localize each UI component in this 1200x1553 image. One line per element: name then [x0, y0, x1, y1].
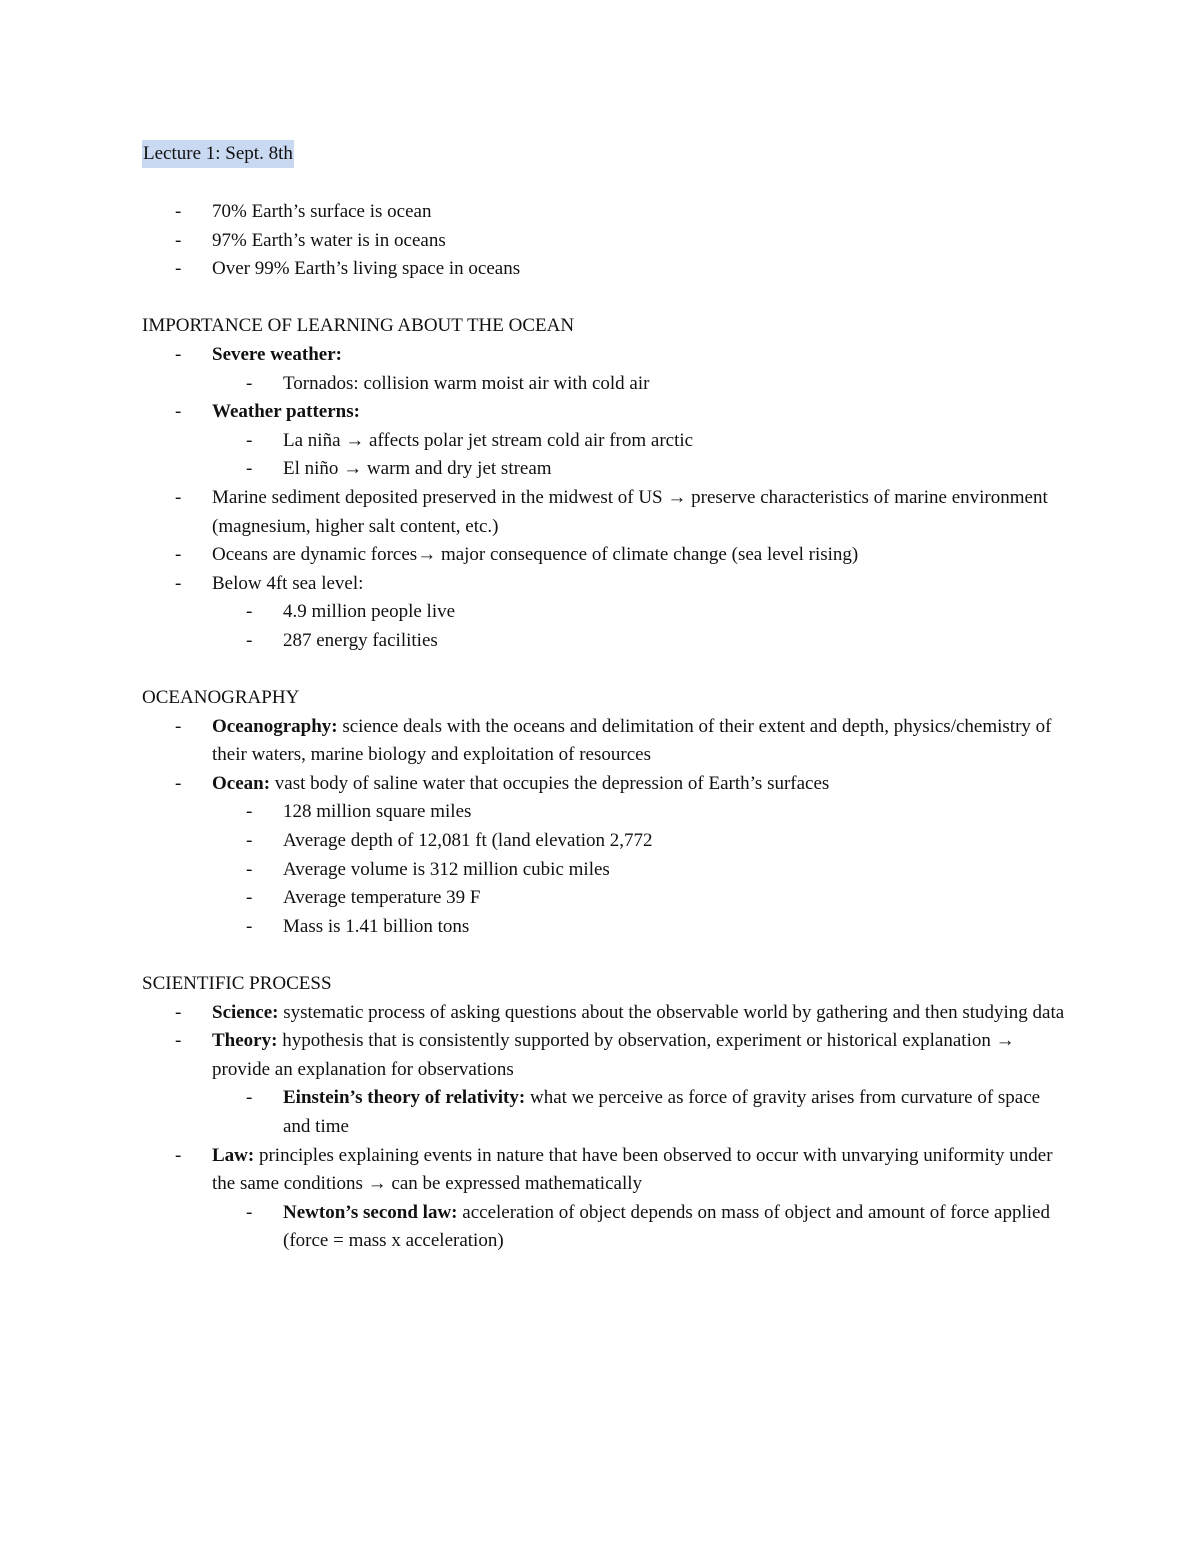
bullet-dash: -: [175, 343, 182, 365]
term-label: Einstein’s theory of relativity:: [283, 1087, 526, 1109]
term-label: Ocean:: [212, 772, 271, 794]
bullet-dash: -: [246, 372, 253, 394]
bullet-dash: -: [246, 858, 253, 880]
list-item: [142, 770, 1072, 799]
section-list: [142, 999, 1072, 1256]
section-heading: OCEANOGRAPHY: [142, 687, 300, 709]
bullet-dash: -: [175, 401, 182, 423]
list-item: [142, 713, 1072, 770]
intro-item: - 97% Earth’s water is in oceans: [142, 227, 1072, 256]
term-label: Law:: [212, 1144, 255, 1166]
item-text: 128 million square miles: [283, 801, 472, 823]
sub-list-item: [142, 884, 1072, 913]
item-text: La niña → affects polar jet stream cold air from arctic: [283, 429, 694, 451]
item-text: Average temperature 39 F: [283, 887, 481, 909]
sub-list-item: [142, 455, 1072, 484]
bullet-dash: -: [246, 458, 253, 480]
section-heading: SCIENTIFIC PROCESS: [142, 973, 332, 995]
sub-list-item: [142, 798, 1072, 827]
sub-list-item: [142, 913, 1072, 942]
sub-list-item: [142, 1084, 1072, 1141]
bullet-dash: -: [175, 715, 182, 737]
list-item: [142, 1027, 1072, 1084]
sub-list-item: [142, 427, 1072, 456]
item-text: vast body of saline water that occupies the depression of Earth’s surfaces: [270, 772, 830, 794]
item-text: Mass is 1.41 billion tons: [283, 915, 470, 937]
bullet-dash: -: [246, 601, 253, 623]
sub-list-item: [142, 827, 1072, 856]
section-list: [142, 341, 1072, 656]
bullet-dash: -: [175, 486, 182, 508]
bullet-dash: -: [246, 629, 253, 651]
list-item: [142, 999, 1072, 1028]
item-text: 287 energy facilities: [283, 629, 438, 651]
item-text: Tornados: collision warm moist air with cold air: [283, 372, 650, 394]
bullet-dash: -: [175, 258, 182, 280]
item-text: Marine sediment deposited preserved in the midwest of US → preserve characteristics of marine environment (magnesium, higher salt content, etc.): [212, 486, 1048, 537]
list-item: [142, 1142, 1072, 1199]
sub-list-item: [142, 856, 1072, 885]
item-text: Average volume is 312 million cubic miles: [283, 858, 610, 880]
intro-item: - 70% Earth’s surface is ocean: [142, 198, 1072, 227]
bullet-dash: -: [246, 429, 253, 451]
term-label: Weather patterns:: [212, 401, 360, 423]
sub-list-item: [142, 598, 1072, 627]
title-line: [142, 140, 1072, 168]
term-label: Theory:: [212, 1030, 278, 1052]
sub-list-item: [142, 627, 1072, 656]
bullet-dash: -: [175, 201, 182, 222]
lecture-title: Lecture 1: Sept. 8th: [142, 140, 294, 168]
item-text: El niño → warm and dry jet stream: [283, 458, 552, 480]
bullet-dash: -: [246, 830, 253, 852]
bullet-dash: -: [175, 544, 182, 566]
bullet-dash: -: [175, 572, 182, 594]
item-text: systematic process of asking questions about the observable world by gathering and then studying data: [278, 1001, 1065, 1023]
term-label: Newton’s second law:: [283, 1201, 458, 1223]
section: [142, 970, 1072, 1256]
list-item: [142, 398, 1072, 427]
section-list: [142, 713, 1072, 942]
bullet-dash: -: [175, 229, 182, 251]
term-label: Oceanography:: [212, 715, 338, 737]
item-text: science deals with the oceans and delimitation of their extent and depth, physics/chemistry of their waters, marine biology and exploitation of resources: [212, 715, 1052, 766]
list-item: [142, 570, 1072, 599]
section: [142, 312, 1072, 655]
bullet-dash: -: [246, 801, 253, 823]
item-text: what we perceive as force of gravity arises from curvature of space and time: [283, 1087, 1041, 1137]
sub-list-item: [142, 1199, 1072, 1256]
bullet-dash: -: [246, 915, 253, 937]
bullet-dash: -: [246, 1201, 253, 1223]
bullet-dash: -: [175, 772, 182, 794]
item-text: 4.9 million people live: [283, 601, 456, 623]
bullet-dash: -: [175, 1144, 182, 1166]
term-label: Severe weather:: [212, 343, 342, 365]
sub-list-item: [142, 370, 1072, 399]
bullet-dash: -: [246, 887, 253, 909]
item-text: Oceans are dynamic forces→ major consequence of climate change (sea level rising): [212, 544, 859, 566]
list-item: [142, 484, 1072, 541]
intro-item: - Over 99% Earth’s living space in oceans: [142, 255, 1072, 284]
sections-container: [142, 312, 1072, 1256]
bullet-dash: -: [175, 1001, 182, 1023]
item-text: principles explaining events in nature that have been observed to occur with unvarying uniformity under the same conditions → can be expressed mathematically: [212, 1144, 1053, 1195]
item-text: hypothesis that is consistently supported by observation, experiment or historical explanation → provide an explanation for observations: [212, 1030, 1015, 1080]
bullet-dash: -: [246, 1087, 253, 1109]
bullet-dash: -: [175, 1030, 182, 1052]
list-item: [142, 541, 1072, 570]
item-text: acceleration of object depends on mass of object and amount of force applied (force = mass x acceleration): [283, 1201, 1050, 1252]
section-heading: IMPORTANCE OF LEARNING ABOUT THE OCEAN: [142, 315, 575, 337]
document-page: [142, 140, 1072, 1285]
item-text: Average depth of 12,081 ft (land elevation 2,772: [283, 830, 653, 852]
list-item: [142, 341, 1072, 370]
section: [142, 684, 1072, 941]
term-label: Science:: [212, 1001, 279, 1023]
intro-list: [142, 198, 1072, 284]
item-text: Below 4ft sea level:: [212, 572, 364, 594]
